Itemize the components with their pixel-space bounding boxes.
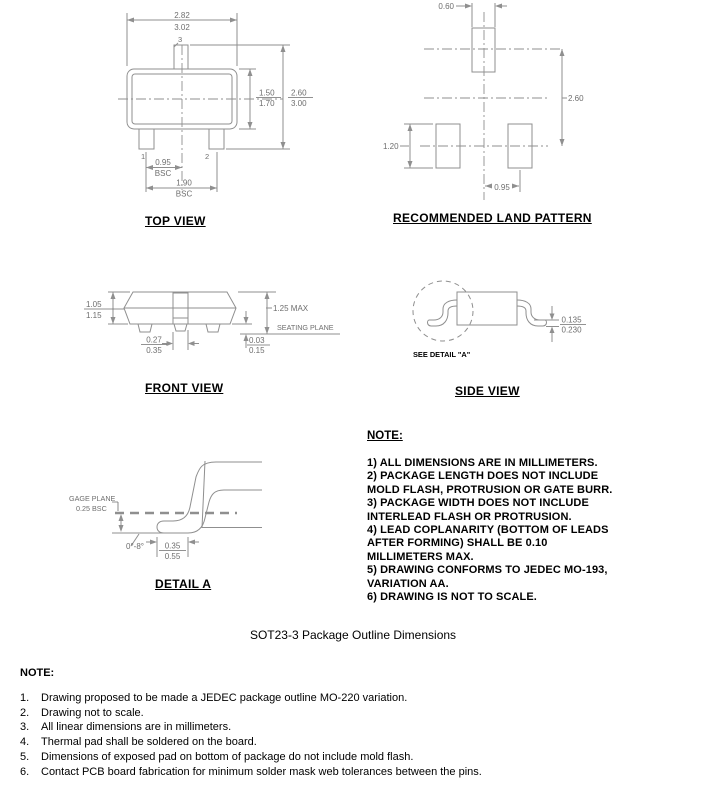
item-text: Contact PCB board fabrication for minimum solder mask web tolerances between the pins. (41, 765, 482, 778)
page-title: SOT23-3 Package Outline Dimensions (249, 628, 457, 642)
gage-plane-label: GAGE PLANE (69, 494, 116, 503)
drawing-notes-heading: NOTE: (367, 430, 403, 442)
detail-a-lead-shape (115, 461, 262, 533)
item-number: 3. (20, 721, 30, 734)
drawing-note-line: INTERLEAD FLASH OR PROTRUSION. (367, 510, 572, 523)
item-text: Drawing proposed to be made a JEDEC package outline MO-220 variation. (41, 692, 408, 704)
side-view-package-body (413, 281, 546, 341)
top-view-dimension-text (141, 11, 307, 199)
bottom-note-item (20, 765, 690, 780)
item-number: 2. (20, 706, 30, 719)
bottom-notes-heading: NOTE: (20, 667, 55, 679)
dim-body-min: 1.50 (259, 88, 275, 98)
front-view-dimension-lines (84, 292, 276, 350)
gage-offset-label: 0.25 BSC (76, 504, 107, 513)
land-pattern-drawing (380, 0, 706, 235)
drawing-note-line: MOLD FLASH, PROTRUSION OR GATE BURR. (367, 483, 613, 496)
drawing-note-line: 2) PACKAGE LENGTH DOES NOT INCLUDE (367, 470, 599, 483)
drawing-notes (367, 430, 617, 604)
pin-1-label: 1 (141, 152, 146, 161)
item-text: Thermal pad shall be soldered on the board. (41, 736, 257, 749)
dim-standoff-max: 0.15 (249, 346, 265, 355)
item-number: 4. (20, 736, 30, 749)
drawing-note-line: 1) ALL DIMENSIONS ARE IN MILLIMETERS. (367, 457, 598, 469)
bottom-note-item (20, 750, 690, 765)
dim-span-unit: BSC (175, 189, 193, 199)
bottom-note-item (20, 691, 690, 706)
dim-width-min: 2.82 (174, 11, 190, 20)
pin-2-label: 2 (205, 152, 210, 161)
dim-lead-thickness-max: 0.230 (561, 325, 582, 335)
dim-total-min: 2.60 (291, 88, 307, 98)
bottom-notes (20, 667, 690, 779)
side-view-label: SIDE VIEW (455, 384, 520, 398)
item-number: 1. (20, 692, 30, 704)
item-text: Drawing not to scale. (41, 706, 144, 719)
drawing-note-line: 3) PACKAGE WIDTH DOES NOT INCLUDE (367, 497, 589, 510)
dim-span: 1.90 (176, 178, 192, 188)
top-view-label: TOP VIEW (145, 214, 206, 228)
side-view-drawing (395, 255, 706, 405)
dim-body-height-min: 1.05 (86, 300, 102, 309)
top-view-package-body (118, 43, 283, 190)
dim-total-max: 3.00 (291, 99, 307, 108)
dim-height-max: 1.25 MAX (273, 304, 309, 313)
dim-lead-thickness-min: 0.135 (561, 315, 582, 325)
dim-pad-height: 1.20 (383, 142, 399, 151)
dim-foot-min: 0.35 (164, 541, 181, 551)
dim-body-height-max: 1.15 (86, 311, 102, 320)
drawing-note-line: 4) LEAD COPLANARITY (BOTTOM OF LEADS (367, 524, 609, 537)
dim-pad-pitch: 0.95 (494, 183, 510, 192)
bottom-note-item (20, 720, 690, 735)
lead-angle-label: 0°-8° (126, 542, 144, 551)
land-pattern-dimension-lines (400, 3, 567, 192)
bottom-note-item (20, 706, 690, 721)
dim-row-span: 2.60 (568, 94, 584, 103)
drawing-note-line: VARIATION AA. (367, 577, 449, 590)
dim-lead-width-min: 0.27 (146, 335, 162, 345)
land-pattern-pads (420, 12, 562, 200)
bottom-note-item (20, 735, 690, 750)
item-text: Dimensions of exposed pad on bottom of package do not include mold flash. (41, 750, 414, 763)
drawing-note-line: 6) DRAWING IS NOT TO SCALE. (367, 591, 537, 604)
dim-pitch-unit: BSC (154, 169, 172, 178)
dim-lead-width-max: 0.35 (146, 346, 162, 355)
side-view-dimension-text (413, 316, 582, 360)
land-pattern-label: RECOMMENDED LAND PATTERN (393, 211, 592, 225)
item-text: All linear dimensions are in millimeters. (41, 721, 232, 734)
drawing-note-line: MILLIMETERS MAX. (367, 550, 474, 563)
dim-width-max: 3.02 (174, 23, 190, 32)
dim-body-max: 1.70 (259, 99, 275, 108)
dim-foot-max: 0.55 (164, 552, 181, 561)
dim-pad-width: 0.60 (438, 2, 454, 11)
see-detail-a-label: SEE DETAIL "A" (413, 350, 471, 359)
dim-pitch: 0.95 (155, 158, 171, 167)
detail-a-drawing (55, 440, 365, 585)
front-view-label: FRONT VIEW (145, 381, 224, 395)
item-number: 5. (20, 750, 30, 763)
detail-a-dimension-text (69, 494, 181, 561)
seating-plane-label: SEATING PLANE (277, 323, 334, 332)
top-view-drawing (60, 0, 320, 235)
drawing-note-line: 5) DRAWING CONFORMS TO JEDEC MO-193, (367, 564, 608, 577)
detail-a-label: DETAIL A (155, 577, 212, 591)
dim-standoff-min: 0.03 (249, 336, 265, 345)
pin-3-label: 3 (178, 35, 183, 44)
drawing-note-line: AFTER FORMING) SHALL BE 0.10 (367, 537, 548, 550)
item-number: 6. (20, 765, 30, 778)
